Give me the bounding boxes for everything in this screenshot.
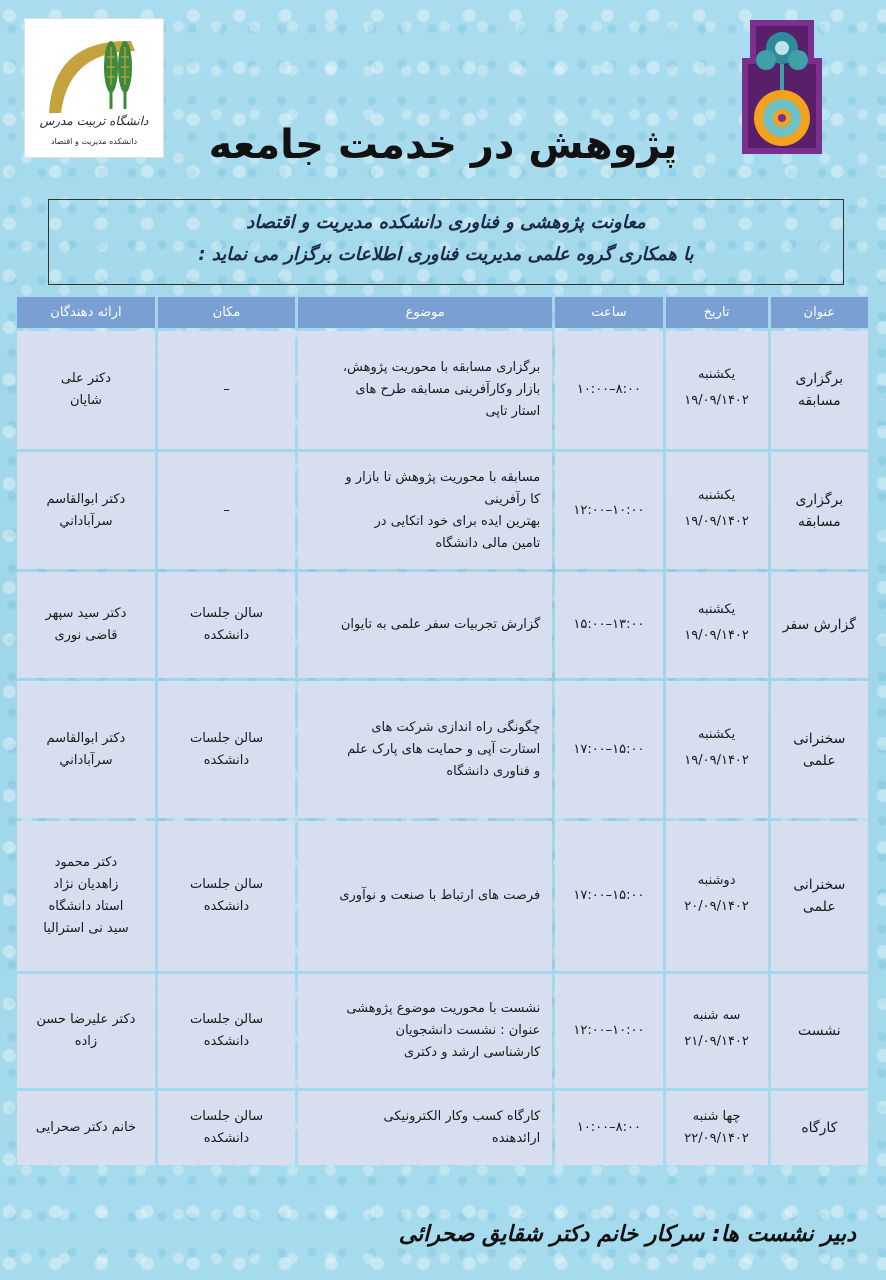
cell-day: یکشنبه [697, 367, 736, 382]
cell-place [158, 1091, 295, 1165]
organizer-line-2: با همکاری گروه علمی مدیریت فناوری اطلاعات برگزار می نماید : [198, 244, 694, 265]
place-line: سالن جلسات [189, 1012, 263, 1027]
place-line: دانشکده [203, 752, 250, 768]
header-title: عنوان [771, 297, 868, 328]
topic-line: برگزاری مسابقه با محوریت پژوهش، [342, 360, 541, 375]
university-name: دانشگاه تربیت مدرس [39, 114, 149, 128]
cell-time: ۱۵:۰۰–۱۷:۰۰ [555, 681, 662, 818]
cell-date-value: ۱۹/۰۹/۱۴۰۲ [684, 393, 749, 408]
cell-title: گزارش سفر [771, 572, 868, 678]
cell-day: یکشنبه [697, 487, 736, 503]
cell-time: ۱۵:۰۰–۱۷:۰۰ [555, 821, 662, 971]
cell-place [158, 821, 295, 971]
cell-date [666, 1091, 768, 1165]
table-row [17, 331, 868, 449]
cell-place: – [158, 452, 295, 569]
cell-topic [298, 974, 552, 1088]
presenter-line: دکتر علیرضا حسن [36, 1012, 136, 1027]
topic-line: ارائدهنده [491, 1131, 541, 1146]
organizer-line-1: معاونت پژوهشی و فناوری دانشکده مدیریت و اقتصاد [246, 212, 646, 233]
cell-day: یکشنبه [697, 602, 736, 617]
topic-line: بازار وکارآفرینی مسابقه طرح های [355, 382, 541, 397]
presenter-line: دکتر ابوالقاسم [46, 730, 126, 746]
header-time: ساعت [555, 297, 662, 328]
topic-line: نشست با محوریت موضوع پژوهشی [346, 1001, 541, 1016]
topic-line: گزارش تجربیات سفر علمی به تایوان [340, 617, 541, 632]
place-line: سالن جلسات [189, 606, 263, 621]
presenter-line: سرآباداني [59, 513, 113, 529]
cell-date [666, 452, 768, 569]
cell-day: سه شنبه [692, 1008, 741, 1023]
cell-topic [298, 452, 552, 569]
cell-topic [298, 821, 552, 971]
place-line: دانشکده [203, 899, 250, 914]
header-place: مکان [158, 297, 295, 328]
cell-presenters [17, 821, 155, 971]
cell-day: یکشنبه [697, 726, 736, 742]
cell-date [666, 681, 768, 818]
cell-date [666, 572, 768, 678]
topic-line: مسابقه با محوریت پژوهش تا بازار و [345, 469, 541, 485]
cell-presenters [17, 681, 155, 818]
cell-presenters [17, 331, 155, 449]
presenter-line: دکتر ابوالقاسم [46, 491, 126, 507]
topic-line: کا رآفرینی [484, 491, 541, 507]
cell-date [666, 974, 768, 1088]
faculty-name: دانشکده مدیریت و اقتصاد [50, 137, 138, 146]
presenter-line: دکتر سید سپهر [45, 606, 127, 621]
cell-topic [298, 331, 552, 449]
presenter-line: خانم دکتر صحرایی [35, 1120, 137, 1135]
header-date: تاریخ [666, 297, 768, 328]
cell-place: – [158, 331, 295, 449]
place-line: دانشکده [203, 628, 250, 643]
topic-line: فرصت های ارتباط با صنعت و نوآوری [339, 888, 541, 903]
presenter-line: دکتر محمود [54, 855, 118, 870]
cell-date-value: ۲۱/۰۹/۱۴۰۲ [684, 1034, 749, 1049]
topic-line: و فناوری دانشگاه [446, 763, 541, 779]
cell-place [158, 974, 295, 1088]
cell-title: سخنرانی علمی [771, 821, 868, 971]
topic-line: تامین مالی دانشگاه [435, 535, 541, 551]
table-header-row [17, 297, 868, 328]
cell-title: برگزاری مسابقه [771, 331, 868, 449]
organizer-box [48, 199, 844, 285]
cell-time: ۸:۰۰–۱۰:۰۰ [555, 331, 662, 449]
topic-line: استارت آپی و حمایت های پارک علم [347, 741, 541, 757]
cell-title: نشست [771, 974, 868, 1088]
cell-presenters [17, 1091, 155, 1165]
table-row [17, 452, 868, 569]
cell-date-value: ۲۰/۰۹/۱۴۰۲ [684, 899, 749, 914]
schedule-table [14, 294, 871, 1168]
cell-topic [298, 681, 552, 818]
page-title: پژوهش در خدمت جامعه [208, 122, 678, 168]
cell-title: سخنرانی علمی [771, 681, 868, 818]
table-row [17, 681, 868, 818]
cell-time: ۱۳:۰۰–۱۵:۰۰ [555, 572, 662, 678]
topic-line: عنوان : نشست دانشجویان [395, 1023, 541, 1038]
header-presenters: ارائه دهندگان [17, 297, 155, 328]
presenter-line: قاضی نوری [54, 628, 118, 643]
topic-line: کارشناسی ارشد و دکتری [403, 1045, 541, 1060]
cell-day: دوشنبه [697, 873, 736, 888]
presenter-line: زاهدیان نژاد [53, 877, 119, 892]
cell-date [666, 331, 768, 449]
presenter-line: سرآباداني [59, 752, 113, 768]
cell-date [666, 821, 768, 971]
topic-line: بهترین ایده برای خود اتکایی در [374, 513, 541, 529]
cell-date-value: ۱۹/۰۹/۱۴۰۲ [684, 752, 749, 768]
table-row [17, 821, 868, 971]
table-row [17, 572, 868, 678]
presenter-line: شایان [69, 393, 102, 408]
cell-date-value: ۲۲/۰۹/۱۴۰۲ [684, 1131, 749, 1146]
cell-time: ۸:۰۰–۱۰:۰۰ [555, 1091, 662, 1165]
topic-line: چگونگی راه اندازی شرکت های [371, 719, 541, 735]
table-row [17, 974, 868, 1088]
cell-time: ۱۰:۰۰–۱۲:۰۰ [555, 452, 662, 569]
place-line: سالن جلسات [189, 1109, 263, 1124]
presenter-line: زاده [74, 1034, 98, 1049]
cell-title: کارگاه [771, 1091, 868, 1165]
topic-line: استار تاپی [485, 404, 541, 419]
cell-presenters [17, 974, 155, 1088]
cell-date-value: ۱۹/۰۹/۱۴۰۲ [684, 628, 749, 643]
cell-presenters [17, 572, 155, 678]
cell-place [158, 572, 295, 678]
place-line: سالن جلسات [189, 877, 263, 892]
cell-topic [298, 572, 552, 678]
cell-title: برگزاری مسابقه [771, 452, 868, 569]
session-secretary: دبیر نشست ها: سرکار خانم دکتر شقایق صحرائی [398, 1222, 856, 1247]
cell-presenters [17, 452, 155, 569]
cell-time: ۱۰:۰۰–۱۲:۰۰ [555, 974, 662, 1088]
presenter-line: سید نی استرالیا [43, 921, 129, 936]
place-line: دانشکده [203, 1034, 250, 1049]
cell-day: چها شنبه [692, 1109, 741, 1124]
place-line: دانشکده [203, 1131, 250, 1146]
header-topic: موضوع [298, 297, 552, 328]
cell-place [158, 681, 295, 818]
cell-topic [298, 1091, 552, 1165]
cell-date-value: ۱۹/۰۹/۱۴۰۲ [684, 513, 749, 529]
table-row [17, 1091, 868, 1165]
presenter-line: استاد دانشگاه [48, 899, 124, 914]
presenter-line: دکتر علی [60, 371, 111, 386]
tree-emblem-icon [39, 25, 149, 115]
place-line: سالن جلسات [189, 730, 263, 746]
topic-line: کارگاه کسب وکار الکترونیکی [383, 1109, 541, 1124]
